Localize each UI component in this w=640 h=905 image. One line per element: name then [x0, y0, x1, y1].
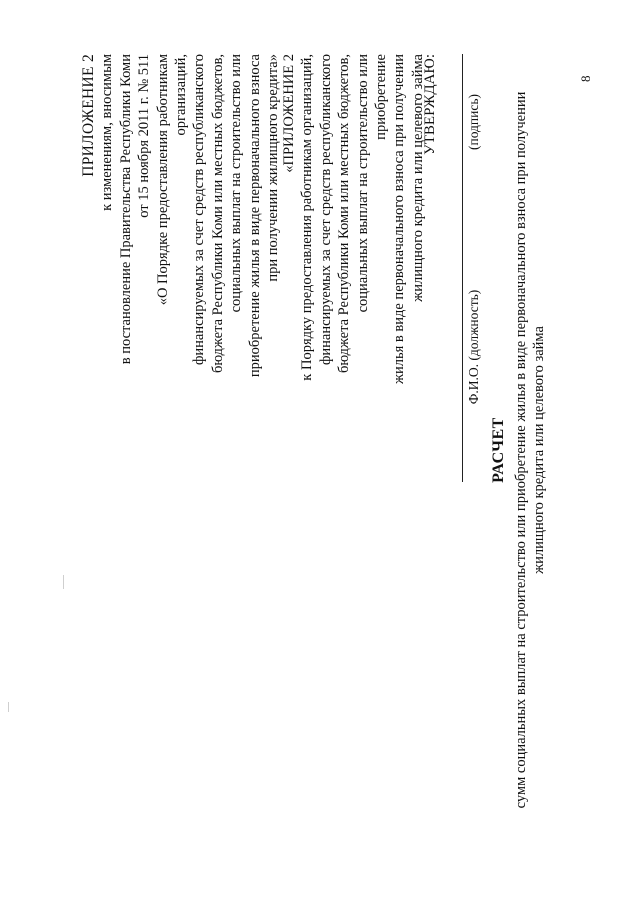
appendix-order-heading: «ПРИЛОЖЕНИЕ 2 — [281, 54, 297, 173]
fio-caption: Ф.И.О. (должность) — [466, 289, 481, 405]
document-subtitle-line: сумм социальных выплат на строительство или приобретение жилья в виде первоначального взноса при получении — [513, 91, 529, 809]
appendix-amendment-line: финансируемых за счет средств республиканского — [191, 54, 208, 365]
appendix-order-line: социальных выплат на строительство или приобретение — [354, 54, 390, 313]
appendix-amendment-block — [80, 54, 282, 384]
appendix-amendment-line: приобретение жилья в виде первоначального взноса — [246, 54, 263, 378]
scan-artifact — [63, 575, 64, 589]
appendix-order-line: финансируемых за счет средств республиканского — [317, 54, 334, 365]
appendix-amendment-line: от 15 ноября 2011 г. № 511 — [136, 54, 153, 218]
approval-label: УТВЕРЖДАЮ: — [422, 54, 438, 155]
scan-artifact — [8, 702, 9, 712]
page-number: 8 — [578, 75, 593, 82]
appendix-amendment-line: бюджета Республики Коми или местных бюджетов, — [209, 54, 226, 374]
rotated-page — [80, 20, 600, 880]
appendix-order-line: жилья в виде первоначального взноса при получении — [391, 54, 408, 384]
appendix-amendment-line: социальных выплат на строительство или — [228, 54, 245, 313]
appendix-amendment-line: «О Порядке предоставления работникам организаций, — [154, 54, 190, 306]
document-subtitle — [512, 40, 548, 860]
appendix-amendment-line: при получении жилищного кредита» — [265, 54, 282, 282]
signature-caption: (подпись) — [466, 93, 481, 151]
appendix-amendment-line: к изменениям, вносимым — [99, 54, 116, 211]
appendix-amendment-heading: ПРИЛОЖЕНИЕ 2 — [80, 54, 97, 177]
document-subtitle-line: жилищного кредита или целевого займа — [531, 326, 547, 574]
appendix-order-line: жилищного кредита или целевого займа — [409, 54, 426, 302]
appendix-order-line: к Порядку предоставления работникам организаций, — [299, 54, 316, 381]
appendix-order-line: бюджета Республики Коми или местных бюджетов, — [336, 54, 353, 374]
signature-line — [462, 54, 463, 482]
appendix-amendment-line: в постановление Правительства Республики Коми — [117, 54, 134, 365]
document-title: РАСЧЕТ — [490, 417, 507, 483]
appendix-order-block — [280, 54, 427, 384]
